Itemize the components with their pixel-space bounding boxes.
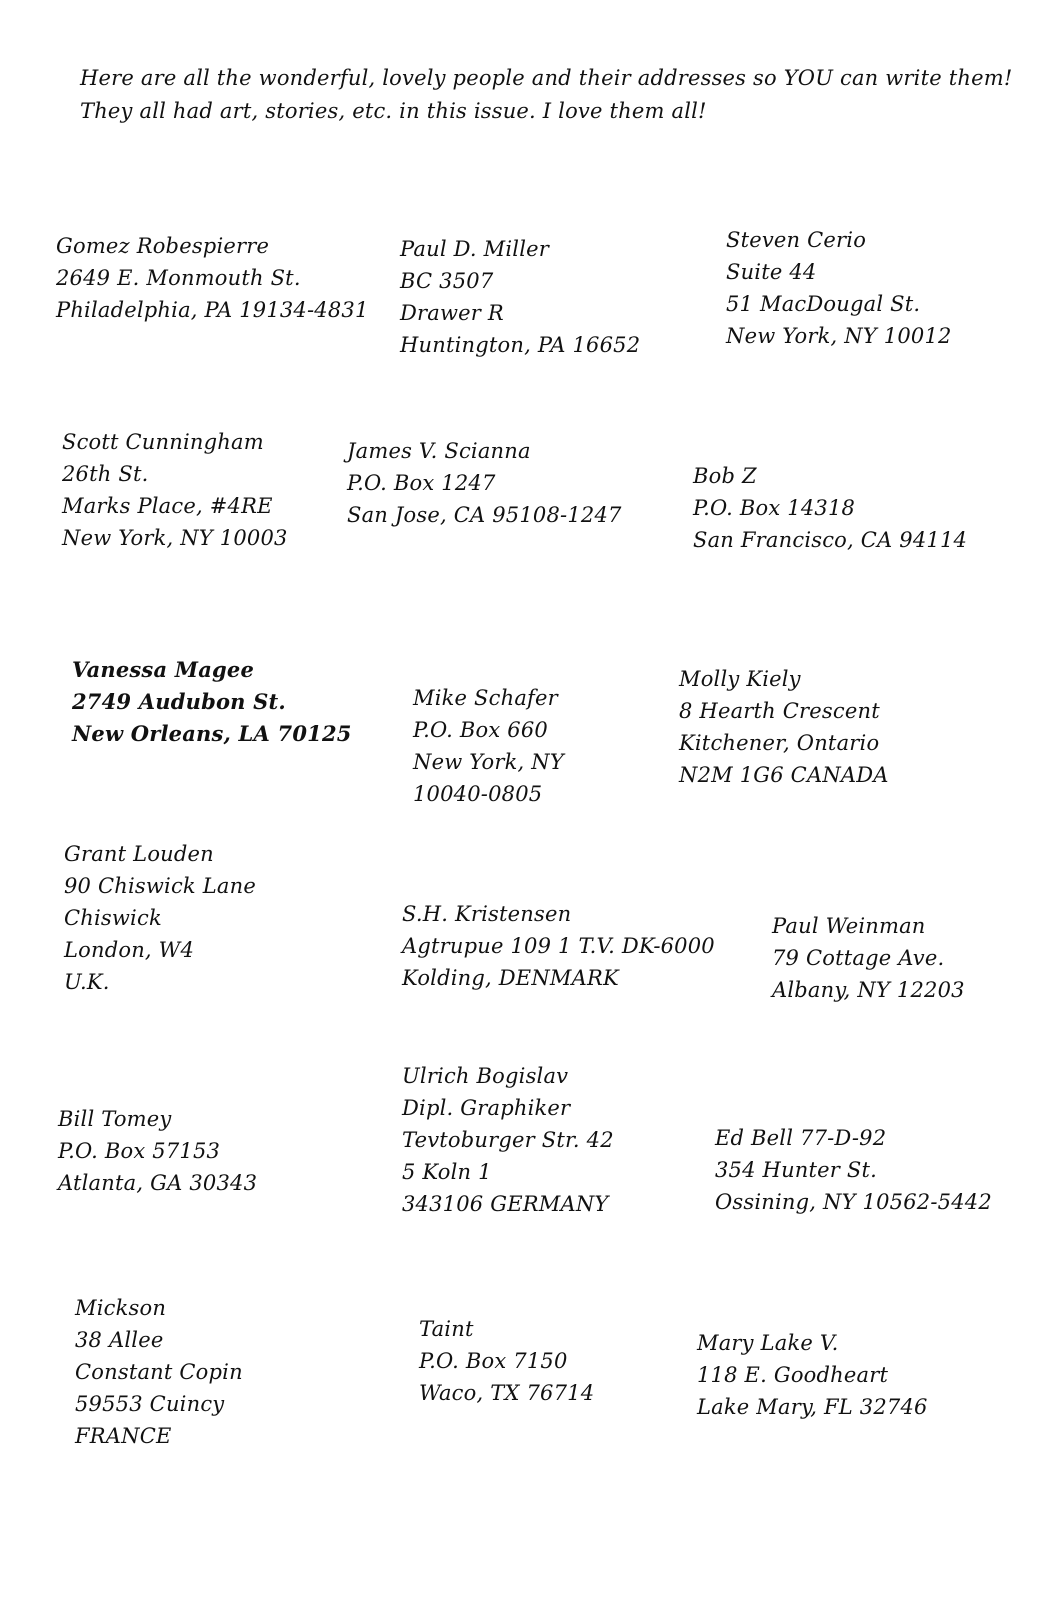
address-line: Agtrupue 109 1 T.V. DK-6000 <box>402 934 715 958</box>
address-line: 2649 E. Monmouth St. <box>56 266 301 290</box>
address-line: San Jose, CA 95108-1247 <box>347 503 622 527</box>
address-block <box>413 682 564 810</box>
address-line: 343106 GERMANY <box>402 1192 609 1216</box>
address-line: Kitchener, Ontario <box>679 731 880 755</box>
address-line: 59553 Cuincy <box>75 1392 225 1416</box>
address-line: Marks Place, #4RE <box>62 494 273 518</box>
address-line: Huntington, PA 16652 <box>400 333 641 357</box>
address-line: 51 MacDougal St. <box>726 292 921 316</box>
address-block <box>772 910 965 1006</box>
address-line: 8 Hearth Crescent <box>679 699 880 723</box>
intro-line: They all had art, stories, etc. in this issue. I love them all! <box>80 99 707 123</box>
address-line: P.O. Box 14318 <box>693 496 856 520</box>
address-line: New York, NY 10003 <box>62 526 288 550</box>
address-line: U.K. <box>64 970 110 994</box>
address-name: Mary Lake V. <box>697 1331 839 1355</box>
address-name: Molly Kiely <box>679 667 801 691</box>
address-line: San Francisco, CA 94114 <box>693 528 968 552</box>
address-line: Kolding, DENMARK <box>402 966 619 990</box>
address-line: Lake Mary, FL 32746 <box>697 1395 928 1419</box>
intro-line: Here are all the wonderful, lovely people and their addresses so YOU can write them! <box>80 66 1013 90</box>
address-name: Ulrich Bogislav <box>402 1064 569 1088</box>
address-line: Tevtoburger Str. 42 <box>402 1128 614 1152</box>
address-block <box>400 233 640 361</box>
address-block <box>726 224 952 352</box>
address-line: New York, NY <box>413 750 564 774</box>
address-line: Constant Copin <box>75 1360 243 1384</box>
address-block <box>72 654 352 750</box>
address-name: Bill Tomey <box>58 1107 172 1131</box>
address-line: FRANCE <box>75 1424 172 1448</box>
address-line: 26th St. <box>62 462 149 486</box>
address-name: Mickson <box>75 1296 167 1320</box>
address-line: New York, NY 10012 <box>726 324 952 348</box>
address-block <box>64 838 256 998</box>
address-name: Vanessa Magee <box>72 657 255 682</box>
address-line: New Orleans, LA 70125 <box>72 721 352 746</box>
address-line: Ossining, NY 10562-5442 <box>715 1190 992 1214</box>
address-name: Paul D. Miller <box>400 237 549 261</box>
address-name: Paul Weinman <box>772 914 926 938</box>
intro-text <box>80 62 1013 128</box>
address-line: 90 Chiswick Lane <box>64 874 256 898</box>
address-line: N2M 1G6 CANADA <box>679 763 889 787</box>
address-block <box>58 1103 257 1199</box>
address-line: Albany, NY 12203 <box>772 978 965 1002</box>
address-line: P.O. Box 1247 <box>347 471 496 495</box>
address-line: P.O. Box 660 <box>413 718 548 742</box>
address-name: Scott Cunningham <box>62 430 264 454</box>
address-line: London, W4 <box>64 938 195 962</box>
address-line: Dipl. Graphiker <box>402 1096 571 1120</box>
address-line: Waco, TX 76714 <box>419 1381 595 1405</box>
address-block <box>693 460 967 556</box>
address-block <box>419 1313 594 1409</box>
address-block <box>679 663 889 791</box>
address-line: 2749 Audubon St. <box>72 689 286 714</box>
address-name: S.H. Kristensen <box>402 902 572 926</box>
address-line: Drawer R <box>400 301 504 325</box>
address-block <box>697 1327 928 1423</box>
address-line: 38 Allee <box>75 1328 164 1352</box>
address-name: Grant Louden <box>64 842 214 866</box>
address-line: 5 Koln 1 <box>402 1160 492 1184</box>
address-line: 118 E. Goodheart <box>697 1363 889 1387</box>
address-name: Ed Bell 77-D-92 <box>715 1126 887 1150</box>
address-block <box>56 230 369 326</box>
address-block <box>715 1122 992 1218</box>
address-line: BC 3507 <box>400 269 494 293</box>
address-line: P.O. Box 57153 <box>58 1139 221 1163</box>
address-block <box>62 426 288 554</box>
address-name: Gomez Robespierre <box>56 234 270 258</box>
address-line: 79 Cottage Ave. <box>772 946 945 970</box>
address-line: Chiswick <box>64 906 162 930</box>
address-line: 10040-0805 <box>413 782 543 806</box>
address-block <box>402 898 715 994</box>
address-line: Philadelphia, PA 19134-4831 <box>56 298 369 322</box>
address-name: James V. Scianna <box>347 439 531 463</box>
address-block <box>402 1060 614 1220</box>
address-name: Taint <box>419 1317 474 1341</box>
address-block <box>347 435 622 531</box>
address-block <box>75 1292 243 1452</box>
address-name: Mike Schafer <box>413 686 558 710</box>
address-line: P.O. Box 7150 <box>419 1349 568 1373</box>
address-name: Bob Z <box>693 464 757 488</box>
address-line: Atlanta, GA 30343 <box>58 1171 258 1195</box>
address-line: 354 Hunter St. <box>715 1158 878 1182</box>
address-line: Suite 44 <box>726 260 817 284</box>
address-name: Steven Cerio <box>726 228 867 252</box>
